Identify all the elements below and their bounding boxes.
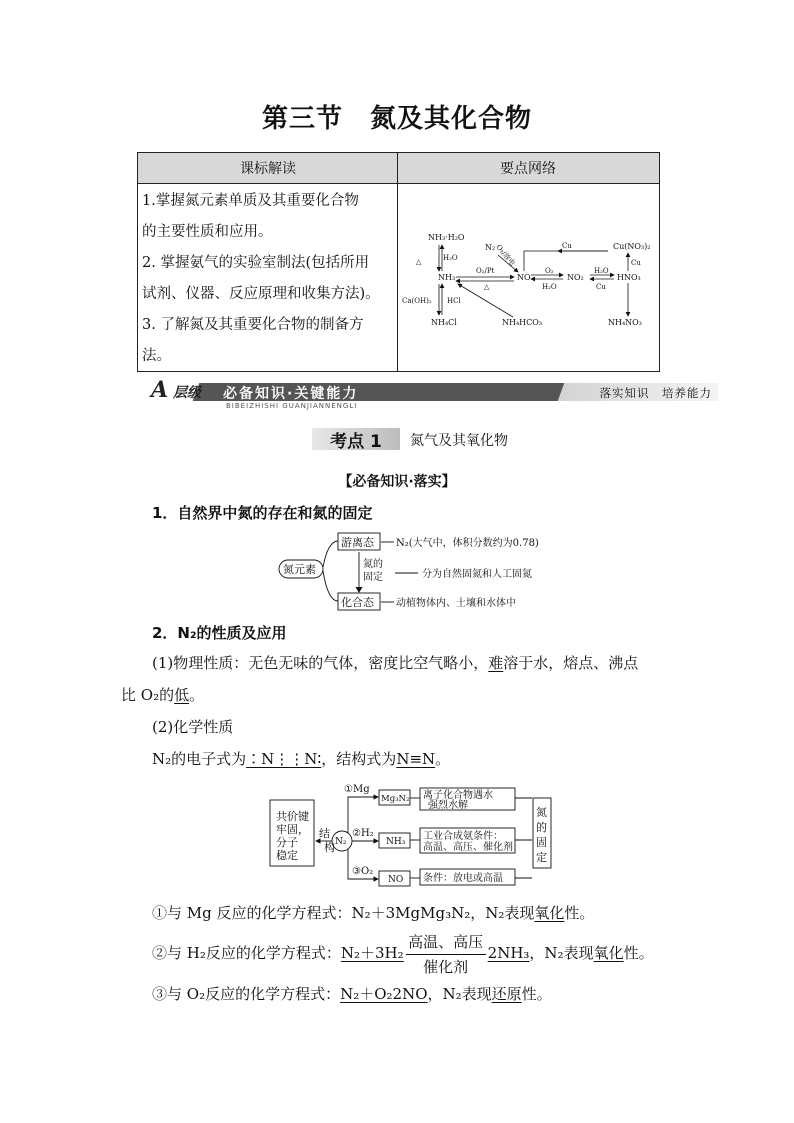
fixation-desc: 分为自然固氮和人工固氮	[422, 569, 532, 580]
caoh2-label: Ca(OH)₂	[402, 297, 432, 305]
objectives-cell	[142, 186, 394, 372]
free-state-desc: N₂(大气中，体积分数约为0.78)	[396, 538, 539, 549]
branch-o2: ③O₂	[352, 866, 374, 877]
stable-line-2: 牢固，	[276, 823, 309, 836]
cu-top-label: Cu	[562, 242, 572, 250]
free-state-label: 游离态	[341, 536, 374, 549]
objective-line: 法。	[142, 348, 171, 364]
cuno32-label: Cu(NO₃)₂	[613, 242, 651, 251]
level-letter: A	[151, 377, 169, 403]
stable-line-3: 分子	[276, 836, 298, 849]
fixation-char-4: 定	[536, 851, 547, 864]
delta2-label: △	[484, 283, 490, 291]
hno3-label: HNO₃	[617, 273, 641, 282]
banner-pinyin: BIBEIZHISHI GUANJIANNENGLI	[226, 402, 358, 410]
fixation-label-2: 固定	[363, 572, 383, 583]
o2pt-label: O₂/Pt	[476, 267, 495, 275]
h2o2-label: H₂O	[542, 283, 557, 291]
objective-line: 的主要性质和应用。	[142, 224, 273, 240]
structural-formula: N≡N	[396, 750, 436, 768]
reaction-o2: ③与 O₂反应的化学方程式：N₂＋O₂2NO，N₂表现还原性。	[152, 985, 552, 1003]
nh4cl-label: NH₄Cl	[431, 318, 457, 327]
reaction-mg: ①与 Mg 反应的化学方程式：N₂＋3MgMg₃N₂，N₂表现氧化性。	[152, 904, 595, 922]
s2-heading: 2．N₂的性质及应用	[152, 624, 287, 642]
product-mg3n2: Mg₃N₂	[381, 794, 410, 804]
objective-line: 试剂、仪器、反应原理和收集方法)。	[142, 286, 380, 302]
o2-discharge-label: O₂/放电	[494, 243, 517, 268]
condition-bottom: 催化剂	[423, 958, 469, 976]
branch-h2: ②H₂	[352, 828, 374, 839]
product-nh3: NH₃	[386, 837, 406, 847]
desc-mg3n2-1: 离子化合物遇水	[423, 790, 493, 801]
h2o-label: H₂O	[443, 254, 458, 262]
topic-label: 考点 1	[312, 428, 400, 450]
no2-label: NO₂	[567, 273, 584, 282]
s1-heading: 1．自然界中氮的存在和氮的固定	[152, 504, 373, 522]
physical-properties-cont: 比 O₂的低。	[121, 686, 205, 704]
cu-mid-label: Cu	[596, 283, 606, 291]
n2-reaction-diagram	[268, 778, 558, 890]
cu-right-label: Cu	[631, 259, 641, 267]
structure-label-1: 结	[319, 827, 330, 840]
topic-title: 氮气及其氧化物	[410, 433, 508, 449]
page-title: 第三节 氮及其化合物	[261, 104, 532, 134]
fixation-char-3: 固	[536, 836, 547, 849]
nh3h2o-label: NH₃·H₂O	[428, 233, 465, 242]
nh3-label: NH₃	[438, 273, 456, 282]
fixation-char-2: 的	[536, 821, 547, 834]
stable-line-1: 共价键	[276, 810, 309, 823]
formula-line: N₂的电子式为∶N⋮⋮N∶，结构式为N≡N。	[152, 750, 451, 768]
o2-label: O₂	[545, 267, 554, 275]
product-no: NO	[388, 875, 404, 885]
section-heading: 【必备知识·落实】	[338, 474, 456, 490]
fixation-char-1: 氮	[536, 806, 547, 819]
electron-formula: ∶N⋮⋮N∶	[246, 750, 322, 768]
objective-line: 3. 了解氮及其重要化合物的制备方	[142, 317, 364, 333]
physical-properties: (1)物理性质：无色无味的气体，密度比空气略小，难溶于水，熔点、沸点	[152, 654, 639, 672]
reaction-h2: ②与 H₂反应的化学方程式：N₂＋3H₂ 高温、高压 催化剂 2NH₃，N₂表现氧化性。	[152, 933, 654, 976]
fixation-label-1: 氮的	[363, 559, 383, 570]
banner-right-text: 落实知识 培养能力	[599, 386, 712, 400]
condition-top: 高温、高压	[408, 933, 484, 951]
h2o3-label: H₂O	[594, 267, 609, 275]
stable-line-4: 稳定	[276, 849, 298, 862]
delta-label: △	[416, 258, 422, 266]
structure-label-2: 构	[324, 841, 335, 854]
desc-mg3n2-2: 强烈水解	[428, 800, 468, 811]
n2-circle-label: N₂	[335, 837, 347, 847]
objective-line: 2. 掌握氨气的实验室制法(包括所用	[142, 255, 370, 271]
level-banner	[151, 377, 718, 410]
level-text: 层级	[173, 385, 201, 401]
col1-header: 课标解读	[138, 153, 398, 184]
chemical-properties-heading: (2)化学性质	[152, 718, 234, 736]
desc-nh3-2: 高温、高压、催化剂	[423, 842, 513, 853]
no-label: NO	[517, 273, 531, 282]
nh4no3-label: NH₄NO₃	[608, 318, 642, 327]
desc-no: 条件：放电或高温	[423, 873, 503, 884]
key-points-network	[398, 185, 659, 371]
desc-nh3-1: 工业合成氨条件：	[423, 831, 503, 842]
hcl-label: HCl	[447, 297, 461, 305]
nitrogen-existence-diagram	[270, 527, 560, 615]
element-label: 氮元素	[283, 563, 316, 576]
combined-state-label: 化合态	[341, 596, 374, 609]
banner-title: 必备知识·关键能力	[223, 386, 359, 402]
col2-header: 要点网络	[397, 153, 659, 184]
combined-state-desc: 动植物体内、土壤和水体中	[396, 598, 516, 609]
nh4hco3-label: NH₄HCO₃	[502, 318, 543, 327]
n2-label: N₂	[485, 243, 496, 252]
branch-mg: ①Mg	[344, 784, 370, 795]
standards-table	[137, 152, 660, 372]
objective-line: 1.掌握氮元素单质及其重要化合物	[142, 193, 359, 209]
